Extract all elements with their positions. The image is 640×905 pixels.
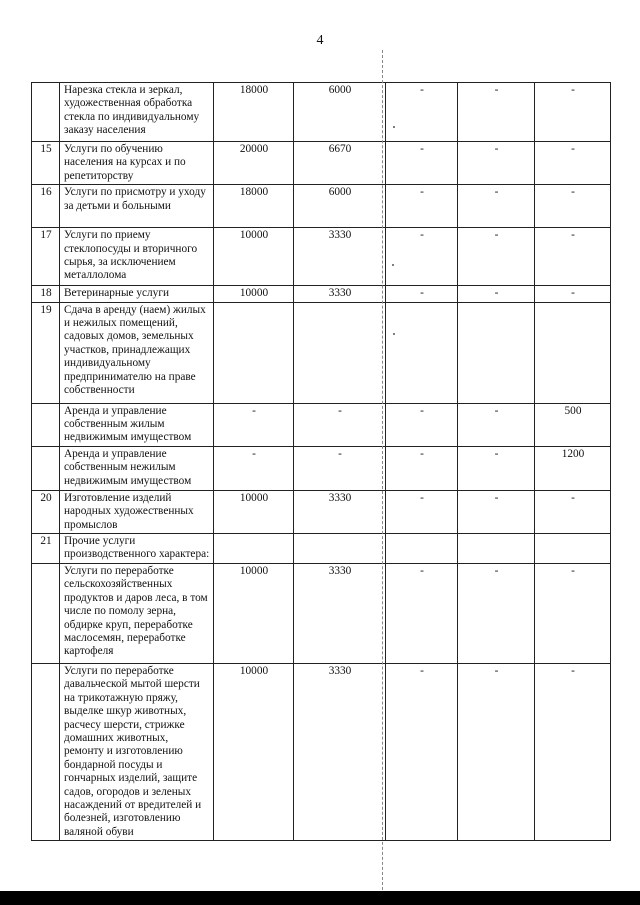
value-cell (458, 302, 535, 403)
row-number: 19 (32, 302, 60, 403)
value-cell: - (458, 228, 535, 286)
table-row (32, 185, 611, 228)
value-cell: 6000 (294, 83, 386, 142)
value-cell: 20000 (214, 142, 294, 185)
row-number (32, 446, 60, 490)
value-cell: - (458, 403, 535, 446)
service-description: Аренда и управление собственным жилым недвижимым имуществом (60, 403, 214, 446)
table-row (32, 228, 611, 286)
service-description: Услуги по приему стеклопосуды и вторичного сырья, за исключением металлолома (60, 228, 214, 286)
value-cell: - (535, 228, 611, 286)
value-cell: - (535, 286, 611, 302)
table-row (32, 403, 611, 446)
value-cell: - (458, 83, 535, 142)
value-cell: - (535, 563, 611, 663)
value-cell: 10000 (214, 286, 294, 302)
table-row (32, 302, 611, 403)
scan-speck (393, 333, 395, 335)
value-cell: - (386, 83, 458, 142)
value-cell: - (294, 446, 386, 490)
table-row (32, 142, 611, 185)
value-cell: 3330 (294, 286, 386, 302)
value-cell: - (214, 446, 294, 490)
value-cell: 18000 (214, 83, 294, 142)
row-number: 16 (32, 185, 60, 228)
value-cell: - (535, 83, 611, 142)
value-cell: 3330 (294, 663, 386, 840)
scan-bottom-edge (0, 891, 640, 905)
service-description: Прочие услуги производственного характера: (60, 534, 214, 564)
table-row (32, 286, 611, 302)
value-cell: - (386, 286, 458, 302)
value-cell: - (386, 185, 458, 228)
page-number: 4 (316, 33, 324, 48)
value-cell (214, 302, 294, 403)
value-cell: - (535, 142, 611, 185)
value-cell: 6670 (294, 142, 386, 185)
value-cell: - (458, 563, 535, 663)
row-number: 15 (32, 142, 60, 185)
row-number: 17 (32, 228, 60, 286)
value-cell: 3330 (294, 490, 386, 533)
service-description: Услуги по обучению населения на курсах и по репетиторству (60, 142, 214, 185)
scan-speck (392, 264, 394, 266)
value-cell: 18000 (214, 185, 294, 228)
value-cell (294, 534, 386, 564)
value-cell: - (458, 185, 535, 228)
service-description: Нарезка стекла и зеркал, художественная обработка стекла по индивидуальному заказу населения (60, 83, 214, 142)
value-cell (386, 534, 458, 564)
table-row (32, 490, 611, 533)
scan-artifact-line (382, 50, 383, 900)
row-number: 20 (32, 490, 60, 533)
table-row (32, 663, 611, 840)
value-cell (386, 302, 458, 403)
value-cell: - (294, 403, 386, 446)
value-cell: 10000 (214, 228, 294, 286)
value-cell: - (386, 228, 458, 286)
value-cell: - (458, 446, 535, 490)
row-number (32, 663, 60, 840)
row-number: 21 (32, 534, 60, 564)
scan-speck (393, 126, 395, 128)
row-number: 18 (32, 286, 60, 302)
row-number (32, 83, 60, 142)
value-cell: 1200 (535, 446, 611, 490)
value-cell: 10000 (214, 663, 294, 840)
value-cell: 3330 (294, 228, 386, 286)
value-cell: 500 (535, 403, 611, 446)
value-cell (535, 534, 611, 564)
value-cell: - (458, 663, 535, 840)
service-description: Услуги по переработке давальческой мытой шерсти на трикотажную пряжу, выделке шкур животных, расчесу шерсти, стрижке домашних животных, ремонту и изготовлению бондарной посуды и гончарных изделий, защите садов, огородов и зеленых насаждений от вредителей и болезней, изготовлению валяной обуви (60, 663, 214, 840)
service-description: Услуги по переработке сельскохозяйственных продуктов и даров леса, в том числе по помолу зерна, обдирке круп, переработке маслосемян, переработке картофеля (60, 563, 214, 663)
value-cell: 10000 (214, 490, 294, 533)
value-cell: - (386, 490, 458, 533)
table-row (32, 563, 611, 663)
value-cell (458, 534, 535, 564)
value-cell (294, 302, 386, 403)
service-description: Услуги по присмотру и уходу за детьми и больными (60, 185, 214, 228)
value-cell: 6000 (294, 185, 386, 228)
value-cell: - (535, 490, 611, 533)
table-row (32, 534, 611, 564)
service-description: Аренда и управление собственным нежилым недвижимым имуществом (60, 446, 214, 490)
value-cell: - (386, 403, 458, 446)
value-cell: 3330 (294, 563, 386, 663)
service-description: Ветеринарные услуги (60, 286, 214, 302)
row-number (32, 563, 60, 663)
service-description: Сдача в аренду (наем) жилых и нежилых помещений, садовых домов, земельных участков, принадлежащих индивидуальному предпринимателю на праве собственности (60, 302, 214, 403)
value-cell: - (535, 185, 611, 228)
value-cell (214, 534, 294, 564)
value-cell: - (214, 403, 294, 446)
service-description: Изготовление изделий народных художественных промыслов (60, 490, 214, 533)
value-cell: - (458, 490, 535, 533)
services-table (31, 82, 611, 841)
value-cell: 10000 (214, 563, 294, 663)
value-cell: - (458, 286, 535, 302)
value-cell: - (535, 663, 611, 840)
row-number (32, 403, 60, 446)
value-cell: - (386, 446, 458, 490)
value-cell: - (458, 142, 535, 185)
table-row (32, 83, 611, 142)
value-cell: - (386, 563, 458, 663)
value-cell (535, 302, 611, 403)
value-cell: - (386, 663, 458, 840)
table-row (32, 446, 611, 490)
value-cell: - (386, 142, 458, 185)
